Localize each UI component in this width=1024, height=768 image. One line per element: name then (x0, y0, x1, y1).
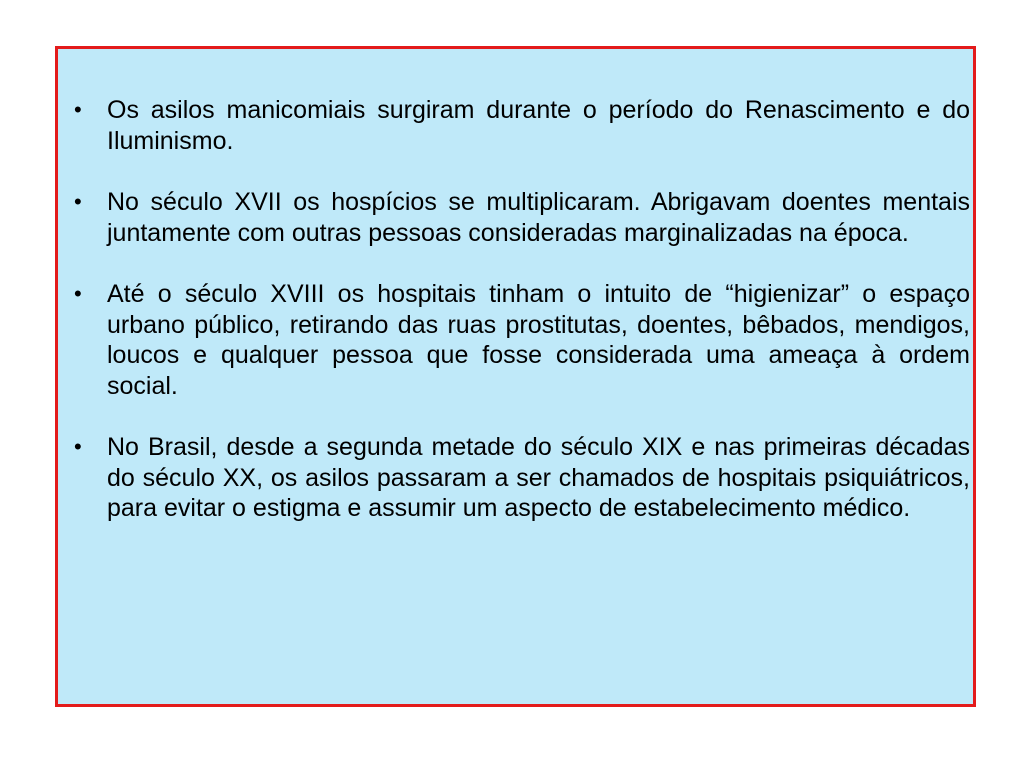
list-item (70, 279, 970, 401)
bullet-list (70, 95, 970, 524)
list-item (70, 432, 970, 524)
bullet-icon: • (74, 97, 82, 122)
bullet-text-xvii-century: No século XVII os hospícios se multiplicaram. Abrigavam doentes mentais juntamente com outras pessoas consideradas marginalizadas na época. (107, 188, 970, 247)
bullet-icon: • (74, 189, 82, 214)
list-item (70, 187, 970, 248)
content-text-box (55, 46, 976, 707)
bullet-icon: • (74, 281, 82, 306)
list-item (70, 95, 970, 156)
bullet-text-xviii-century: Até o século XVIII os hospitais tinham o intuito de “higienizar” o espaço urbano público, retirando das ruas prostitutas, doentes, bêbados, mendigos, loucos e qualquer pessoa que fosse considerada uma ameaça à ordem social. (107, 280, 970, 400)
bullet-text-asylums-origin: Os asilos manicomiais surgiram durante o período do Renascimento e do Iluminismo. (107, 96, 970, 155)
bullet-text-brazil: No Brasil, desde a segunda metade do século XIX e nas primeiras décadas do século XX, os asilos passaram a ser chamados de hospitais psiquiátricos, para evitar o estigma e assumir um aspecto de estabelecimento médico. (107, 433, 970, 522)
bullet-icon: • (74, 434, 82, 459)
